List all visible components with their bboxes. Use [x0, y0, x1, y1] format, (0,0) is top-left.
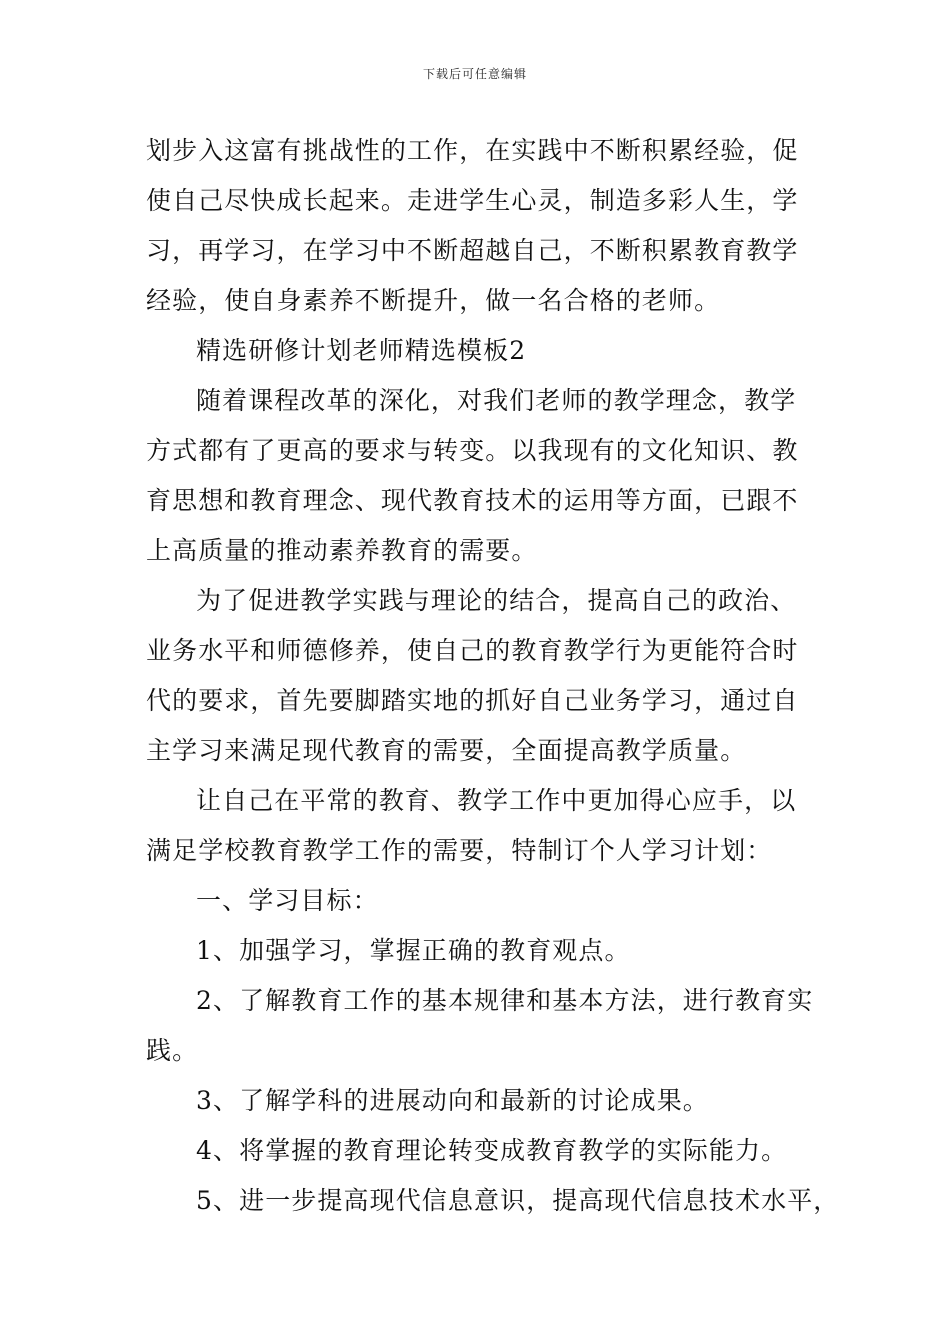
text-line: 经验，使自身素养不断提升，做一名合格的老师。 [146, 286, 721, 315]
text-line: 育思想和教育理念、现代教育技术的运用等方面，已跟不 [146, 486, 799, 515]
text-line: 习，再学习，在学习中不断超越自己，不断积累教育教学 [146, 236, 799, 265]
text-line: 业务水平和师德修养，使自己的教育教学行为更能符合时 [146, 636, 799, 665]
text-line: 使自己尽快成长起来。走进学生心灵，制造多彩人生，学 [146, 186, 799, 215]
text-line: 代的要求，首先要脚踏实地的抓好自己业务学习，通过自 [146, 686, 799, 715]
text-line: 精选研修计划老师精选模板2 [196, 336, 527, 365]
text-line: 让自己在平常的教育、教学工作中更加得心应手，以 [196, 786, 797, 815]
text-line: 为了促进教学实践与理论的结合，提高自己的政治、 [196, 586, 797, 615]
document-body [146, 126, 840, 1226]
text-line: 划步入这富有挑战性的工作，在实践中不断积累经验，促 [146, 136, 799, 165]
text-line: 主学习来满足现代教育的需要，全面提高教学质量。 [146, 736, 747, 765]
text-line: 3、了解学科的进展动向和最新的讨论成果。 [196, 1086, 709, 1115]
text-line: 5、进一步提高现代信息意识，提高现代信息技术水平， [196, 1186, 840, 1215]
text-line: 上高质量的推动素养教育的需要。 [146, 536, 538, 565]
text-line: 1、加强学习，掌握正确的教育观点。 [196, 936, 631, 965]
page-header: 下载后可任意编辑 [422, 67, 527, 81]
text-line: 一、学习目标： [196, 886, 379, 915]
text-line: 4、将掌握的教育理论转变成教育教学的实际能力。 [196, 1136, 788, 1165]
text-line: 方式都有了更高的要求与转变。以我现有的文化知识、教 [146, 436, 799, 465]
text-line: 2、了解教育工作的基本规律和基本方法，进行教育实 [196, 986, 814, 1015]
text-line: 随着课程改革的深化，对我们老师的教学理念，教学 [196, 386, 797, 415]
text-line: 践。 [146, 1036, 199, 1065]
text-line: 满足学校教育教学工作的需要，特制订个人学习计划： [146, 836, 773, 865]
